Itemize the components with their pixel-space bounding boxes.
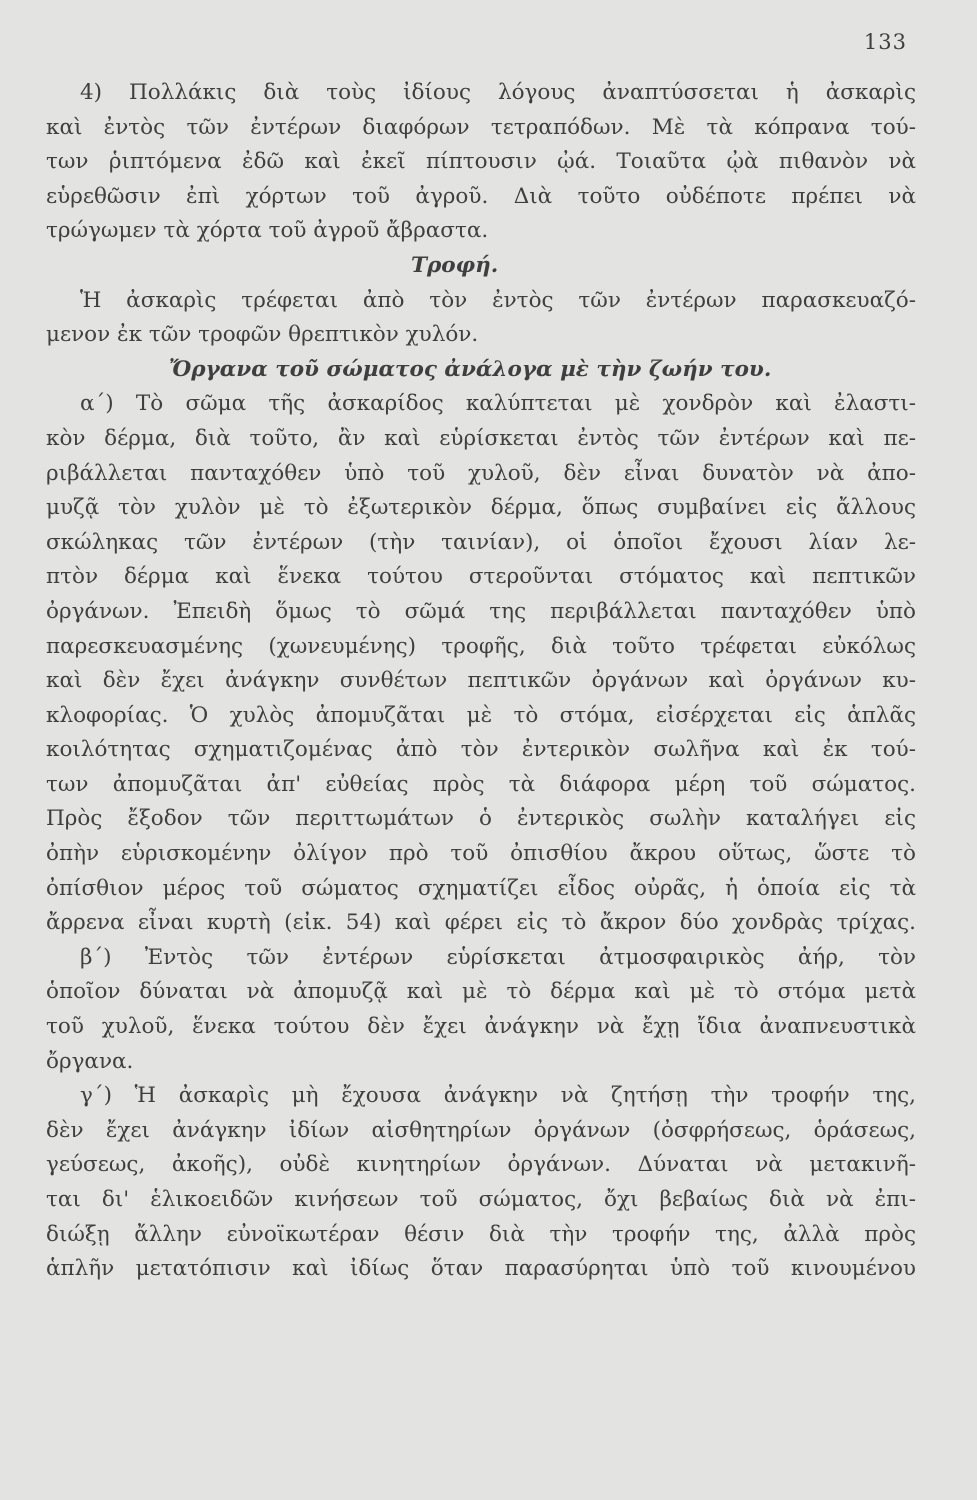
- text-line: β΄) Ἐντὸς τῶν ἐντέρων εὑρίσκεται ἀτμοσφαιρικὸς ἀήρ, τὸν: [80, 944, 916, 970]
- text-line: καὶ δὲν ἔχει ἀνάγκην συνθέτων πεπτικῶν ὀργάνων καὶ ὀργάνων κυ-: [46, 668, 916, 694]
- text-line: καὶ ἐντὸς τῶν ἐντέρων διαφόρων τετραπόδων. Μὲ τὰ κόπρανα τού-: [46, 114, 916, 140]
- text-line: ἄρρενα εἶναι κυρτὴ (εἰκ. 54) καὶ φέρει εἰς τὸ ἄκρον δύο χονδρὰς τρίχας.: [46, 910, 916, 936]
- text-line: ριβάλλεται πανταχόθεν ὑπὸ τοῦ χυλοῦ, δὲν εἶναι δυνατὸν νὰ ἀπο-: [46, 460, 916, 486]
- text-line: μενον ἐκ τῶν τροφῶν θρεπτικὸν χυλόν.: [46, 322, 479, 348]
- text-line: σκώληκας τῶν ἐντέρων (τὴν ταινίαν), οἱ ὁποῖοι ἔχουσι λίαν λε-: [46, 529, 916, 555]
- text-line: γ΄) Ἡ ἀσκαρὶς μὴ ἔχουσα ἀνάγκην νὰ ζητήσῃ τὴν τροφήν της,: [80, 1083, 916, 1109]
- text-line: ὀπὴν εὑρισκομένην ὀλίγον πρὸ τοῦ ὀπισθίου ἄκρου οὕτως, ὥστε τὸ: [46, 841, 916, 867]
- text-line: γεύσεως, ἀκοῆς), οὐδὲ κινητηρίων ὀργάνων. Δύναται νὰ μετακινῆ-: [46, 1152, 916, 1178]
- page-number: 133: [863, 30, 907, 54]
- text-line: Ἡ ἀσκαρὶς τρέφεται ἀπὸ τὸν ἐντὸς τῶν ἐντέρων παρασκευαζό-: [80, 287, 916, 313]
- text-line: ται δι' ἑλικοειδῶν κινήσεων τοῦ σώματος, ὄχι βεβαίως διὰ νὰ ἐπι-: [46, 1187, 916, 1212]
- text-line: α΄) Τὸ σῶμα τῆς ἀσκαρίδος καλύπτεται μὲ χονδρὸν καὶ ἐλαστι-: [80, 391, 916, 417]
- text-line: ὀργάνων. Ἐπειδὴ ὅμως τὸ σῶμά της περιβάλλεται πανταχόθεν ὑπὸ: [46, 598, 916, 624]
- text-line: ὁποῖον δύναται νὰ ἀπομυζᾷ καὶ μὲ τὸ δέρμα καὶ μὲ τὸ στόμα μετὰ: [46, 979, 916, 1005]
- section-heading: Τροφή.: [411, 252, 499, 278]
- text-line: τρώγωμεν τὰ χόρτα τοῦ ἀγροῦ ἄβραστα.: [46, 218, 489, 244]
- text-line: διώξῃ ἄλλην εὐνοϊκωτέραν θέσιν διὰ τὴν τροφήν της, ἀλλὰ πρὸς: [46, 1221, 916, 1247]
- text-line: εὑρεθῶσιν ἐπὶ χόρτων τοῦ ἀγροῦ. Διὰ τοῦτο οὐδέποτε πρέπει νὰ: [46, 183, 916, 209]
- body-text: [46, 76, 916, 1287]
- text-line: τοῦ χυλοῦ, ἕνεκα τούτου δὲν ἔχει ἀνάγκην νὰ ἔχῃ ἴδια ἀναπνευστικὰ: [46, 1014, 916, 1040]
- text-line: των ἀπομυζᾶται ἀπ' εὐθείας πρὸς τὰ διάφορα μέρη τοῦ σώματος.: [46, 771, 916, 797]
- text-line: παρεσκευασμένης (χωνευμένης) τροφῆς, διὰ τοῦτο τρέφεται εὐκόλως: [46, 633, 916, 659]
- section-heading: Ὄργανα τοῦ σώματος ἀνάλογα μὲ τὴν ζωήν του.: [169, 356, 772, 382]
- text-line: ἁπλῆν μετατόπισιν καὶ ἰδίως ὅταν παρασύρηται ὑπὸ τοῦ κινουμένου: [46, 1256, 916, 1282]
- text-line: κλοφορίας. Ὁ χυλὸς ἀπομυζᾶται μὲ τὸ στόμα, εἰσέρχεται εἰς ἁπλᾶς: [46, 702, 916, 728]
- text-line: ὄργανα.: [46, 1048, 134, 1074]
- text-line: κὸν δέρμα, διὰ τοῦτο, ἂν καὶ εὑρίσκεται ἐντὸς τῶν ἐντέρων καὶ πε-: [46, 425, 916, 451]
- text-line: μυζᾷ τὸν χυλὸν μὲ τὸ ἐξωτερικὸν δέρμα, ὅπως συμβαίνει εἰς ἄλλους: [46, 495, 916, 521]
- text-line: κοιλότητας σχηματιζομένας ἀπὸ τὸν ἐντερικὸν σωλῆνα καὶ ἐκ τού-: [46, 737, 916, 763]
- text-line: δὲν ἔχει ἀνάγκην ἰδίων αἰσθητηρίων ὀργάνων (ὀσφρήσεως, ὁράσεως,: [46, 1117, 916, 1143]
- text-line: πτὸν δέρμα καὶ ἕνεκα τούτου στεροῦνται στόματος καὶ πεπτικῶν: [46, 564, 916, 590]
- text-line: ὀπίσθιον μέρος τοῦ σώματος σχηματίζει εἶδος οὐρᾶς, ἡ ὁποία εἰς τὰ: [46, 875, 916, 901]
- text-line: 4) Πολλάκις διὰ τοὺς ἰδίους λόγους ἀναπτύσσεται ἡ ἀσκαρὶς: [80, 80, 916, 105]
- text-line: των ῥιπτόμενα ἐδῶ καὶ ἐκεῖ πίπτουσιν ᾠά. Τοιαῦτα ᾠὰ πιθανὸν νὰ: [46, 149, 916, 175]
- text-line: Πρὸς ἔξοδον τῶν περιττωμάτων ὁ ἐντερικὸς σωλὴν καταλήγει εἰς: [46, 806, 916, 832]
